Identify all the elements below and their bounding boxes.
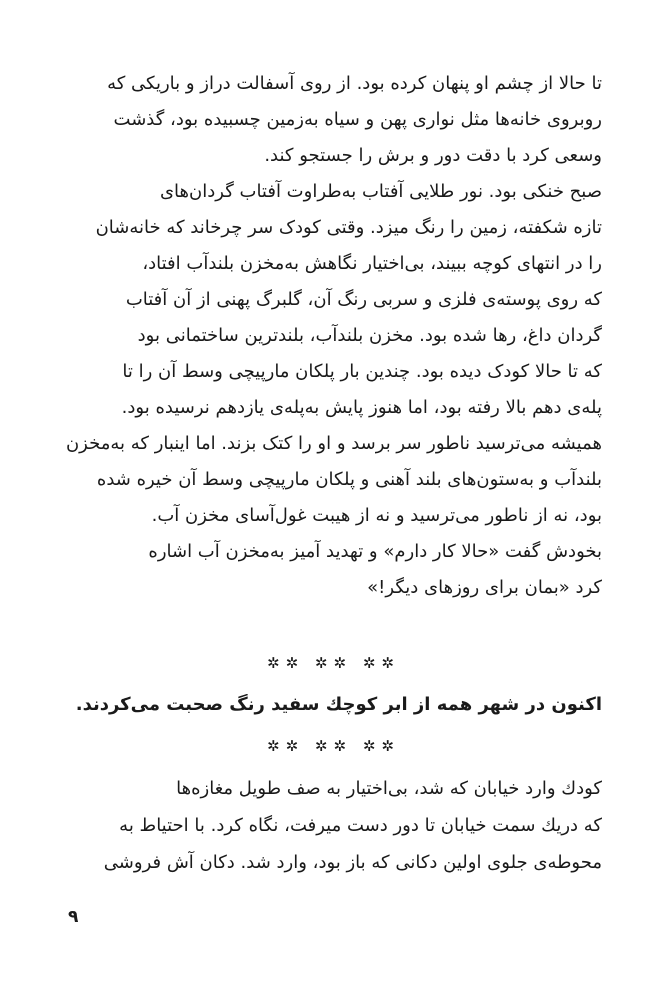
text-line: روبروی خانه‌ها مثل نواری پهن و سیاه به‌زمین چسبیده بود، گذشت [113, 109, 602, 130]
text-line: بخودش گفت «حالا کار دارم» و تهدید آمیز به‌مخزن آب اشاره [148, 541, 602, 562]
text-line: وسعی کرد با دقت دور و برش را جستجو کند. [264, 145, 602, 166]
body-text-bottom [62, 770, 602, 881]
text-line: کرد «بمان برای روزهای دیگر!» [367, 577, 602, 598]
text-line: تازه شکفته، زمین را رنگ میزد. وقتی کودک سر چرخاند که خانه‌شان [95, 217, 602, 238]
text-line: بلندآب و به‌ستون‌های بلند آهنی و پلکان مارپیچی وسط آن خیره شده [96, 469, 602, 490]
section-ornament: ✲✲ ✲✲ ✲✲ [267, 737, 400, 755]
text-line: که تا حالا کودک دیده بود. چندین بار پلکان مارپیچی وسط آن را تا [122, 361, 602, 382]
text-line: کودك وارد خیابان که شد، بی‌اختیار به صف طویل مغازه‌ها [176, 778, 602, 799]
text-line: صبح خنکی بود. نور طلایی آفتاب به‌طراوت آفتاب گردان‌های [159, 181, 602, 202]
section-heading-line: اکنون در شهر همه از ابر کوچك سفید رنگ صحبت می‌کردند. [75, 694, 602, 715]
page-number: ۹ [68, 907, 79, 927]
text-line: که دریك سمت خیابان تا دور دست میرفت، نگاه کرد. با احتیاط به [119, 815, 602, 836]
text-line: همیشه می‌ترسید ناطور سر برسد و او را کتک بزند. اما اینبار که به‌مخزن [65, 433, 602, 454]
text-line: بود، نه از ناطور می‌ترسید و نه از هیبت غول‌آسای مخزن آب. [151, 505, 602, 526]
text-line: گردان داغ، رها شده بود. مخزن بلندآب، بلندترین ساختمانی بود [137, 325, 602, 346]
section-ornament: ✲✲ ✲✲ ✲✲ [267, 654, 400, 672]
text-line: تا حالا از چشم او پنهان کرده بود. از روی آسفالت دراز و باریکی که [107, 73, 602, 94]
text-line: محوطه‌ی جلوی اولین دکانی که باز بود، وارد شد. دکان آش فروشی [103, 852, 602, 873]
text-line: پله‌ی دهم بالا رفته بود، اما هنوز پایش به‌پله‌ی یازدهم نرسیده بود. [121, 397, 602, 418]
body-text-top [62, 66, 602, 606]
text-line: که روی پوسته‌ی فلزی و سربی رنگ آن، گلبرگ پهنی از آن آفتاب [125, 289, 602, 310]
text-line: را در انتهای کوچه ببیند، بی‌اختیار نگاهش به‌مخزن بلندآب افتاد، [142, 253, 602, 274]
